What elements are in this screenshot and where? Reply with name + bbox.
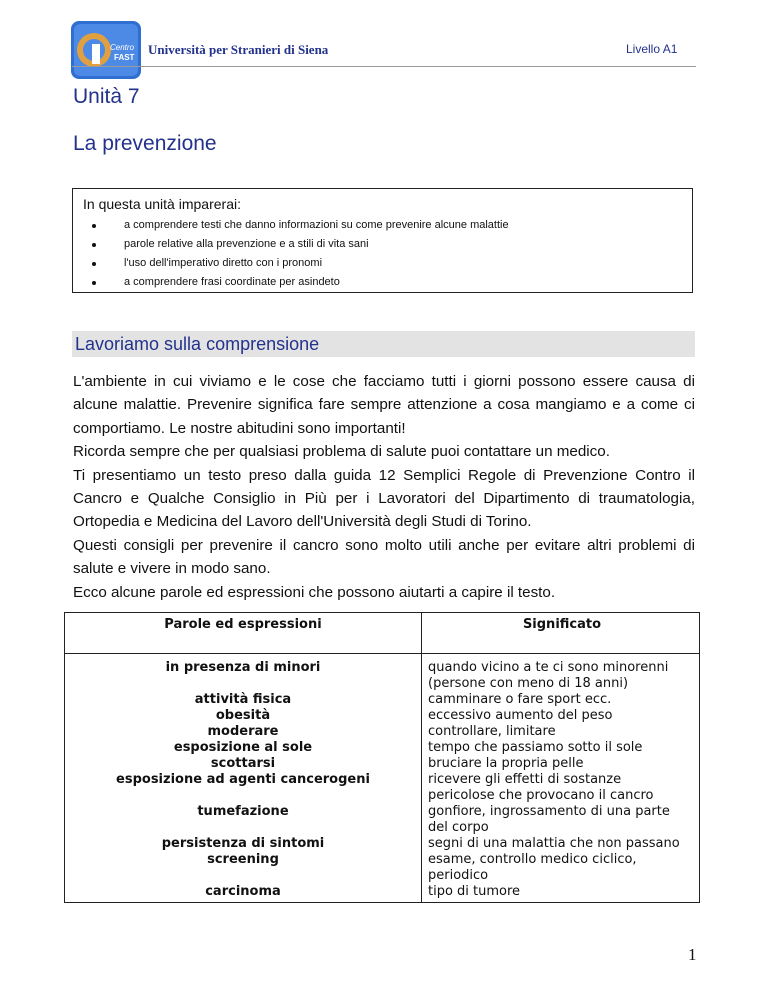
objective-item	[83, 273, 682, 292]
paragraph: L'ambiente in cui viviamo e le cose che facciamo tutti i giorni possono essere causa di alcune malattie. Prevenire significa fare sempre attenzione a cosa mangiamo e a come ci comportiamo. Le nostre abitudini sono importanti!	[73, 373, 695, 437]
level-label: Livello A1	[626, 42, 678, 56]
objectives-box	[72, 188, 693, 293]
meaning: tempo che passiamo sotto il sole	[428, 740, 643, 755]
section-heading: Lavoriamo sulla comprensione	[72, 331, 695, 357]
header-divider	[72, 66, 696, 67]
meaning: esame, controllo medico ciclico,	[428, 852, 637, 867]
paragraph: Ricorda sempre che per qualsiasi problema di salute puoi contattare un medico.	[73, 443, 610, 461]
term	[68, 788, 418, 804]
meaning: bruciare la propria pelle	[428, 756, 584, 771]
term: scottarsi	[210, 756, 276, 771]
meaning: gonfiore, ingrossamento di una parte	[428, 804, 670, 819]
term: in presenza di minori	[165, 660, 321, 675]
bullet-icon	[92, 262, 96, 266]
objective-text: l'uso dell'imperativo diretto con i pronomi	[124, 257, 323, 269]
objective-text: a comprendere frasi coordinate per asindeto	[124, 276, 340, 288]
term: carcinoma	[205, 884, 281, 899]
paragraph: Ecco alcune parole ed espressioni che possono aiutarti a capire il testo.	[73, 583, 556, 601]
objectives-list	[83, 216, 682, 292]
svg-text:Centro: Centro	[110, 43, 135, 52]
term: esposizione al sole	[173, 740, 313, 755]
meaning: camminare o fare sport ecc.	[428, 692, 612, 707]
objective-text: parole relative alla prevenzione e a stili di vita sani	[124, 238, 369, 250]
objective-item	[83, 254, 682, 273]
column-header-meaning: Significato	[422, 613, 700, 654]
comprehension-text	[73, 370, 695, 604]
meaning: ricevere gli effetti di sostanze	[428, 772, 622, 787]
terms-cell	[65, 654, 422, 903]
objective-text: a comprendere testi che danno informazioni su come prevenire alcune malattie	[124, 219, 509, 231]
meaning: del corpo	[428, 820, 489, 835]
term	[68, 820, 418, 836]
centro-fast-logo	[70, 20, 142, 80]
term: screening	[207, 852, 279, 867]
column-header-words: Parole ed espressioni	[65, 613, 422, 654]
term: esposizione ad agenti cancerogeni	[116, 772, 370, 787]
meaning: periodico	[428, 868, 489, 883]
meaning: pericolose che provocano il cancro	[428, 788, 654, 803]
meaning: quando vicino a te ci sono minorenni	[428, 660, 669, 675]
vocabulary-table	[64, 612, 700, 903]
term	[68, 676, 418, 692]
term: persistenza di sintomi	[161, 836, 325, 851]
objective-item	[83, 235, 682, 254]
term: moderare	[207, 724, 279, 739]
paragraph: Ti presentiamo un testo preso dalla guida 12 Semplici Regole di Prevenzione Contro il Cancro e Qualche Consiglio in Più per i Lavoratori del Dipartimento di traumatologia, Ortopedia e Medicina del Lavoro dell'Università degli Studi di Torino.	[73, 466, 695, 531]
term: tumefazione	[197, 804, 289, 819]
meanings-cell	[422, 654, 700, 903]
table-row	[65, 654, 700, 903]
table-header-row	[65, 613, 700, 654]
meaning: eccessivo aumento del peso	[428, 708, 613, 723]
term: attività fisica	[194, 692, 292, 707]
svg-text:FAST: FAST	[114, 53, 135, 62]
meaning: tipo di tumore	[428, 884, 521, 899]
university-name: Università per Stranieri di Siena	[148, 42, 329, 57]
bullet-icon	[92, 281, 96, 285]
meaning: segni di una malattia che non passano	[428, 836, 680, 851]
objectives-title: In questa unità imparerai:	[83, 196, 241, 212]
bullet-icon	[92, 224, 96, 228]
bullet-icon	[92, 243, 96, 247]
meaning: (persone con meno di 18 anni)	[428, 676, 629, 691]
meaning: controllare, limitare	[428, 724, 556, 739]
paragraph: Questi consigli per prevenire il cancro sono molto utili anche per evitare altri problemi di salute e vivere in modo sano.	[73, 536, 695, 578]
unit-subtitle: La prevenzione	[73, 132, 217, 155]
objective-item	[83, 216, 682, 235]
term	[68, 868, 418, 884]
unit-title: Unità 7	[73, 85, 140, 108]
page-number: 1	[688, 945, 697, 964]
term: obesità	[215, 708, 271, 723]
